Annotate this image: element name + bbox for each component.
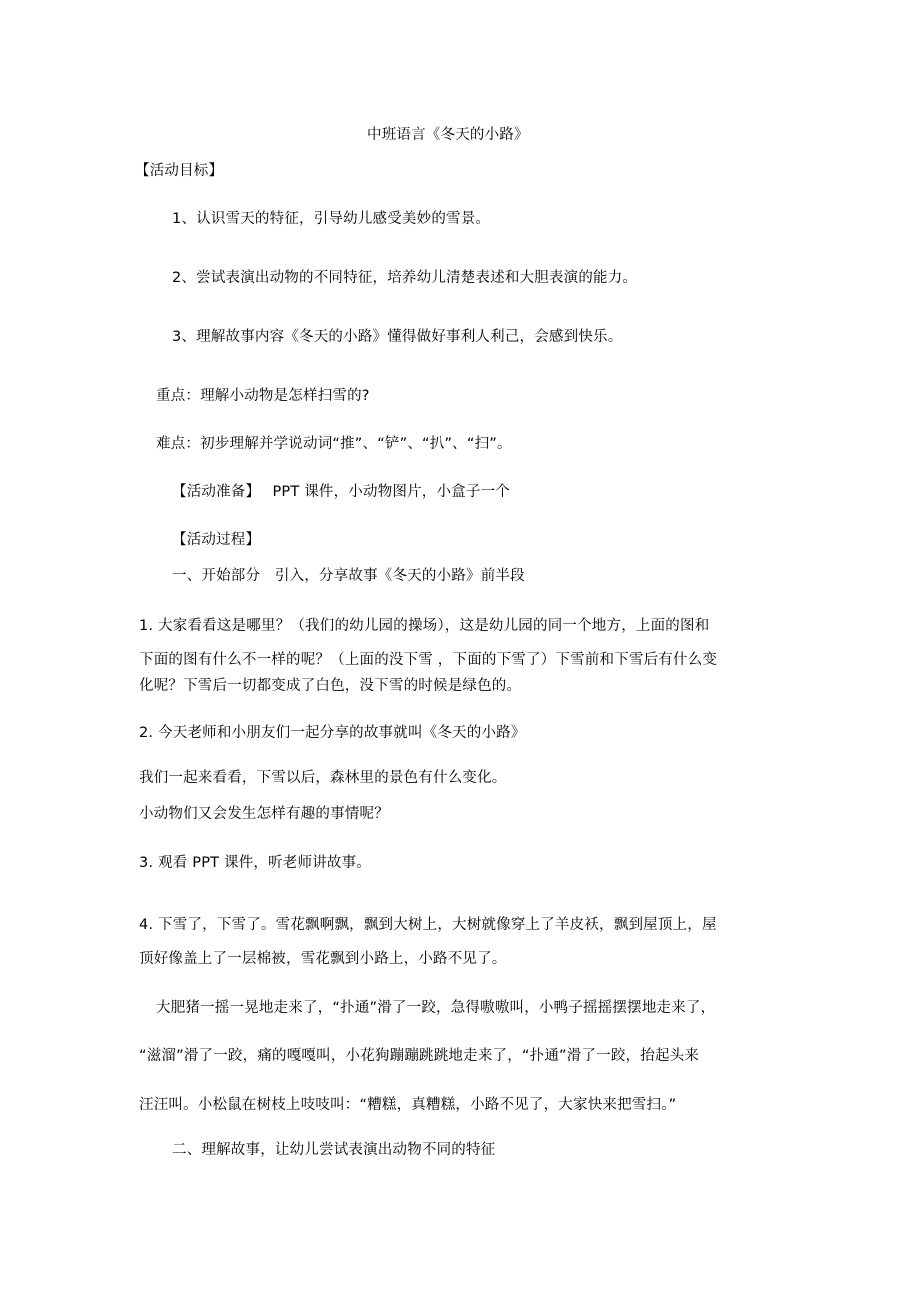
story-line: 大肥猪一摇一晃地走来了，“扑通”滑了一跤，急得嗷嗷叫，小鸭子摇摇摆摆地走来了， [156,1000,716,1016]
objectives-heading: 【活动目标】 [135,163,224,179]
difficulty-point: 难点：初步理解并学说动词“推”、“铲”、“扒”、“扫”。 [156,436,512,452]
document-title: 中班语言《冬天的小路》 [367,127,529,143]
story-line: 汪汪叫。小松鼠在树枝上吱吱叫：“糟糕，真糟糕，小路不见了，大家快来把雪扫。” [139,1097,677,1113]
key-point: 重点：理解小动物是怎样扫雪的? [156,388,370,404]
objective-item: 3、理解故事内容《冬天的小路》懂得做好事利人利己，会感到快乐。 [172,329,623,345]
preparation-line: 【活动准备】 PPT 课件，小动物图片，小盒子一个 [172,484,511,500]
part1-heading: 一、开始部分 引入，分享故事《冬天的小路》前半段 [172,568,525,584]
part2-heading: 二、理解故事，让幼儿尝试表演出动物不同的特征 [172,1142,496,1158]
step2-text: 我们一起来看看，下雪以后，森林里的景色有什么变化。 [139,770,507,786]
objective-item: 2、尝试表演出动物的不同特征，培养幼儿清楚表述和大胆表演的能力。 [172,270,638,286]
step3-line: 3. 观看 PPT 课件，听老师讲故事。 [139,855,372,871]
step4-line: 4. 下雪了，下雪了。雪花飘啊飘，飘到大树上，大树就像穿上了羊皮袄，飘到屋顶上，屋 [139,917,717,933]
step1-line: 化呢？下雪后一切都变成了白色，没下雪的时候是绿色的。 [139,678,522,694]
story-line: “滋溜”滑了一跤，痛的嘎嘎叫，小花狗蹦蹦跳跳地走来了，“扑通”滑了一跤，抬起头来 [139,1048,700,1064]
objective-item: 1、认识雪天的特征，引导幼儿感受美妙的雪景。 [172,211,491,227]
step2-line: 2. 今天老师和小朋友们一起分享的故事就叫《冬天的小路》 [139,725,526,741]
step1-line: 下面的图有什么不一样的呢？（上面的没下雪 ，下面的下雪了）下雪前和下雪后有什么变 [139,652,718,668]
step1-line: 1. 大家看看这是哪里？（我们的幼儿园的操场），这是幼儿园的同一个地方，上面的图和 [139,618,710,634]
process-heading: 【活动过程】 [172,532,261,548]
step4-line: 顶好像盖上了一层棉被，雪花飘到小路上，小路不见了。 [139,951,507,967]
step2-text: 小动物们又会发生怎样有趣的事情呢？ [139,806,389,822]
